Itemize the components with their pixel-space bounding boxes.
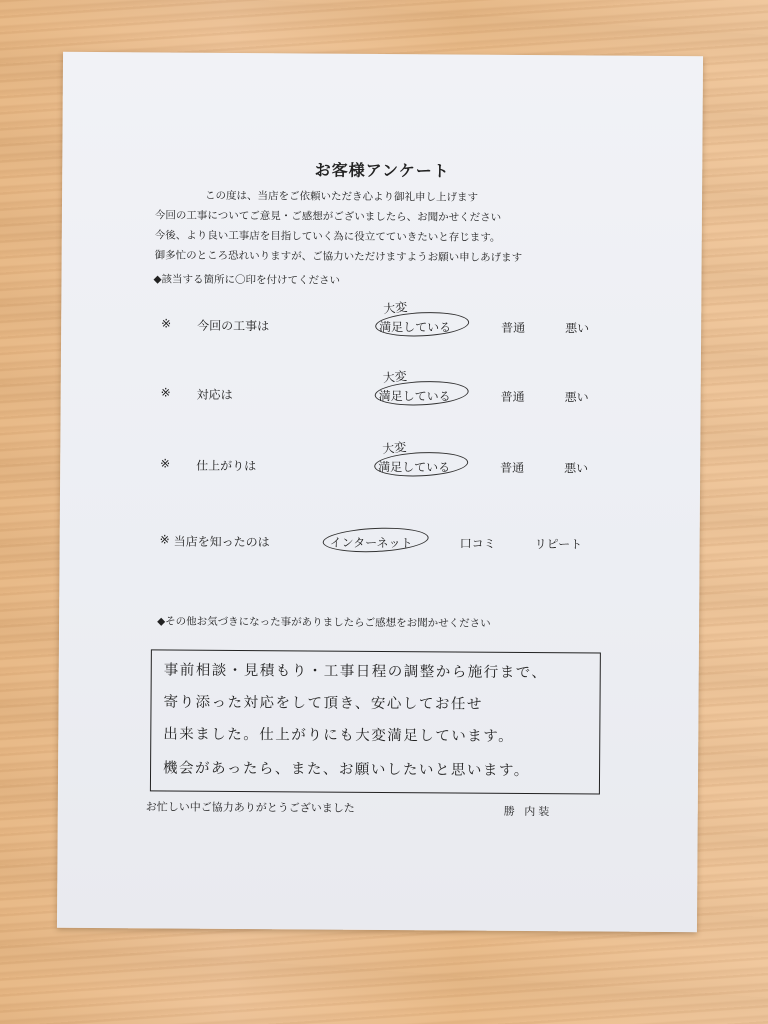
company-name: 勝 内装 bbox=[503, 804, 553, 819]
option-satisfied[interactable]: 満足している bbox=[378, 459, 451, 475]
instruction-text: ◆該当する箇所に〇印を付けてください bbox=[153, 273, 341, 287]
question-label: 当店を知ったのは bbox=[173, 534, 270, 550]
option-repeat[interactable]: リピート bbox=[534, 537, 583, 552]
survey-sheet bbox=[57, 52, 703, 932]
option-bad[interactable]: 悪い bbox=[564, 390, 589, 405]
question-label: 今回の工事は bbox=[197, 318, 270, 334]
option-bad[interactable]: 悪い bbox=[564, 461, 589, 476]
thanks-text: お忙しい中ご協力ありがとうございました bbox=[145, 800, 355, 815]
note-mark: ※ bbox=[161, 316, 172, 331]
question-label: 対応は bbox=[196, 387, 233, 402]
intro-text bbox=[155, 185, 523, 268]
question-source bbox=[160, 532, 680, 562]
question-work bbox=[161, 299, 681, 346]
handwritten-note: 大変 bbox=[382, 368, 408, 386]
option-internet[interactable]: インターネット bbox=[329, 535, 413, 551]
question-label: 仕上がりは bbox=[196, 458, 257, 474]
other-prompt: ◆その他お気づきになった事がありましたらご感想をお聞かせください bbox=[157, 615, 491, 630]
option-normal[interactable]: 普通 bbox=[500, 389, 525, 405]
comment-line: 機会があったら、また、お願いしたいと思います。 bbox=[163, 760, 530, 780]
intro-line: 今後、より良い工事店を目指していく為に役立てていきたいと存じます。 bbox=[154, 229, 501, 244]
intro-line: 今回の工事についてご意見・ご感想がございましたら、お聞かせください bbox=[154, 209, 502, 224]
option-satisfied[interactable]: 満足している bbox=[378, 388, 451, 404]
option-word-of-mouth[interactable]: 口コミ bbox=[459, 536, 496, 551]
question-finish bbox=[160, 439, 680, 486]
handwritten-note: 大変 bbox=[381, 439, 408, 457]
option-normal[interactable]: 普通 bbox=[501, 320, 526, 336]
intro-line: この度は、当店をご依頼いただき心より御礼申し上げます bbox=[205, 189, 479, 204]
option-satisfied[interactable]: 満足している bbox=[379, 319, 452, 335]
option-bad[interactable]: 悪い bbox=[565, 321, 590, 336]
note-mark: ※ bbox=[160, 385, 171, 400]
question-service bbox=[160, 368, 681, 415]
note-mark: ※ bbox=[159, 532, 170, 547]
survey-title: お客様アンケート bbox=[314, 160, 450, 181]
comment-box[interactable] bbox=[150, 649, 601, 794]
comment-line: 事前相談・見積もり・工事日程の調整から施行まで、 bbox=[163, 662, 548, 682]
option-normal[interactable]: 普通 bbox=[500, 460, 525, 476]
comment-line: 出来ました。仕上がりにも大変満足しています。 bbox=[163, 726, 515, 745]
comment-line: 寄り添った対応をして頂き、安心してお任せ bbox=[163, 694, 483, 713]
intro-line: 御多忙のところ恐れいりますが、ご協力いただけますようお願い申しあげます bbox=[154, 249, 523, 264]
note-mark: ※ bbox=[160, 456, 171, 471]
handwritten-note: 大変 bbox=[382, 299, 408, 317]
